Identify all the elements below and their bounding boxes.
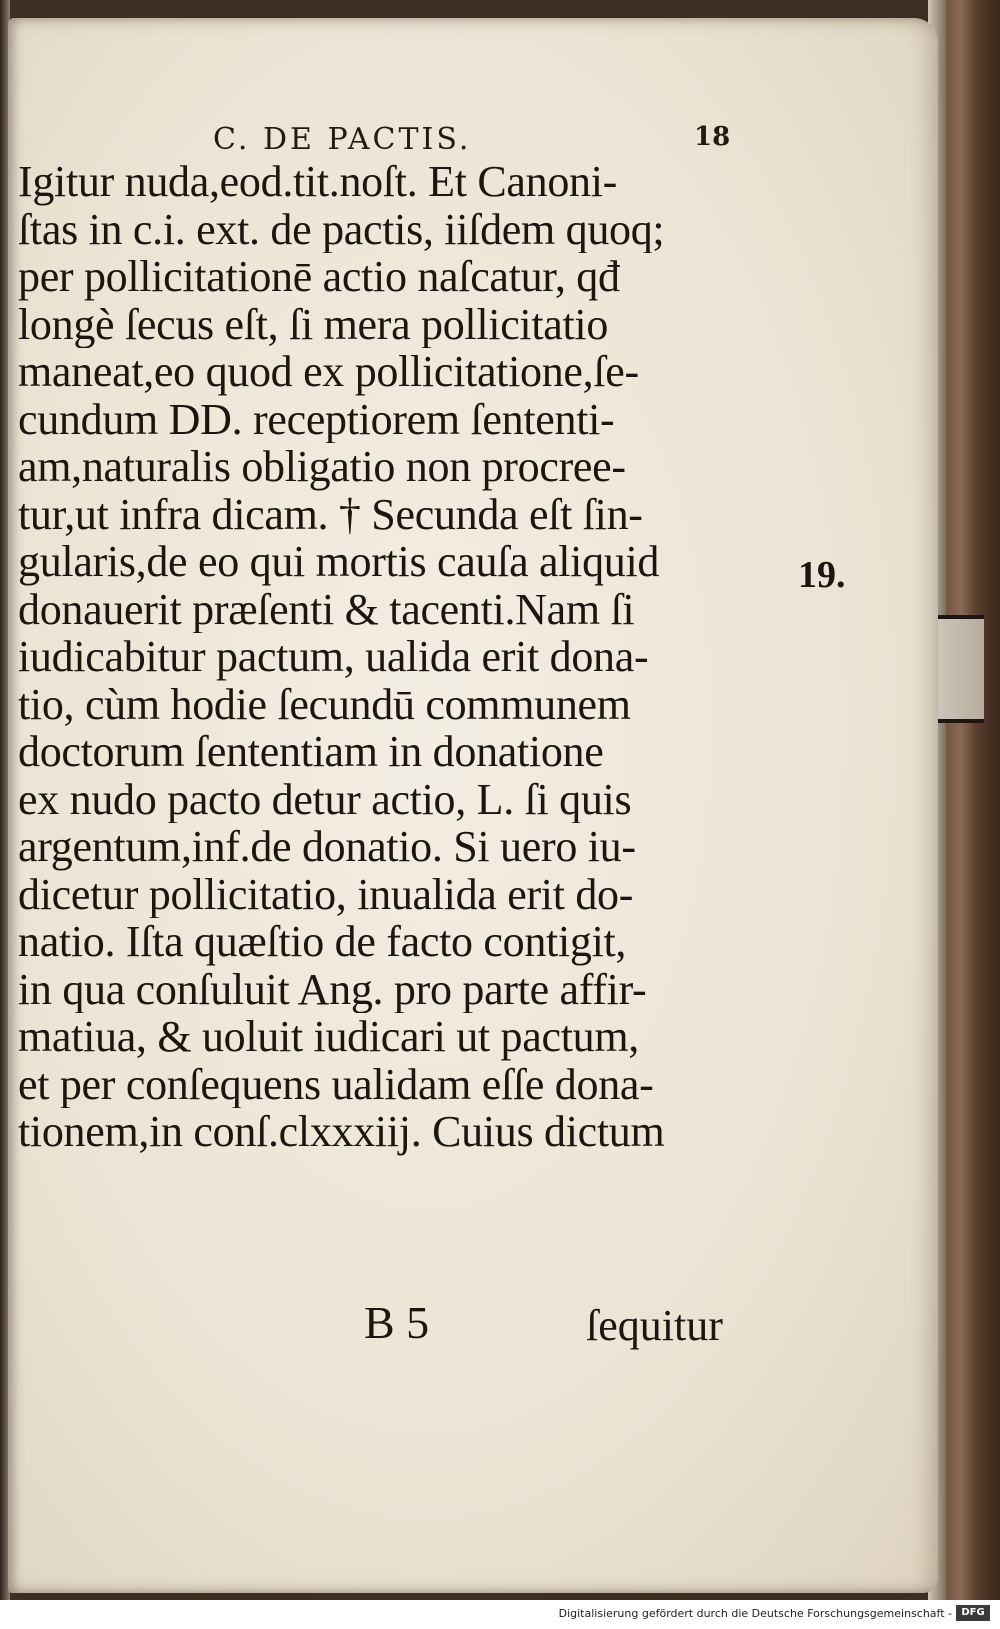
dfg-logo-icon: DFG: [956, 1605, 990, 1621]
text-line: matiua, & uoluit iudicari ut pactum,: [18, 1013, 639, 1061]
text-line: ex nudo pacto detur actio, L. ſi quis: [18, 775, 632, 823]
text-line: donauerit præſenti & tacenti.Nam ſi: [18, 585, 635, 633]
text-line: dicetur pollicitatio, inualida erit do-: [18, 870, 634, 918]
text-line: iudicabitur pactum, ualida erit dona-: [18, 633, 649, 681]
book-cover-edge: [940, 0, 1000, 1600]
text-line: cundum DD. receptiorem ſententi-: [18, 395, 615, 443]
text-line: natio. Iſta quæſtio de facto contigit,: [18, 918, 627, 966]
text-line: Igitur nuda,eod.tit.noſt. Et Canoni-: [18, 158, 617, 206]
text-line: argentum,inf.de donatio. Si uero iu-: [18, 823, 636, 871]
running-head-title: C. DE PACTIS.: [213, 122, 472, 157]
page-number: 18: [694, 122, 731, 152]
body-text: [18, 158, 758, 1156]
text-line: maneat,eo quod ex pollicitatione,ſe-: [18, 348, 639, 396]
text-line: et per conſequens ualidam eſſe dona-: [18, 1060, 654, 1108]
text-line: tur,ut infra dicam. † Secunda eſt ſin-: [18, 490, 643, 538]
marginal-note-number: 19.: [798, 554, 846, 596]
text-line: in qua conſuluit Ang. pro parte affir-: [18, 965, 647, 1013]
funding-credit: Digitalisierung gefördert durch die Deutsche Forschungsgemeinschaft -: [558, 1607, 952, 1620]
text-line: tio, cùm hodie ſecundū communem: [18, 680, 631, 728]
text-line: per pollicitationē actio naſcatur, qđ: [18, 253, 620, 301]
text-line: tionem,in conſ.clxxxiij. Cuius dictum: [18, 1108, 665, 1156]
text-line: am,naturalis obligatio non procree-: [18, 443, 626, 491]
text-line: ſtas in c.i. ext. de pactis, iiſdem quoq;: [18, 205, 665, 253]
book-page: [8, 18, 938, 1593]
text-line: longè ſecus eſt, ſi mera pollicitatio: [18, 300, 609, 348]
signature-mark: B 5: [364, 1297, 430, 1348]
digitization-footer: [0, 1600, 1000, 1629]
text-line: doctorum ſententiam in donatione: [18, 728, 604, 776]
text-line: gularis,de eo qui mortis cauſa aliquid: [18, 538, 660, 586]
catchword: ſequitur: [586, 1301, 723, 1350]
